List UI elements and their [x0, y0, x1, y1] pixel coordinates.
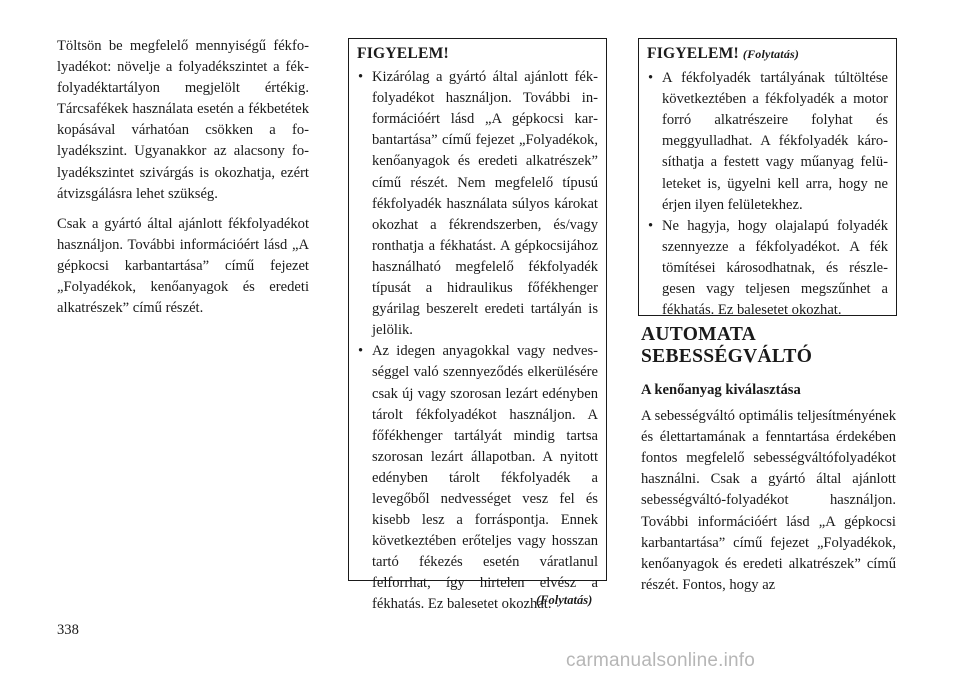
warning-bullet: • Ne hagyja, hogy olajalapú folyadék szennyezze a fékfolyadékot. A fék tömítései károsodhatnak, és részlegesen vagy teljesen megszűnhet a fékhatás. Ez balesetet okozhat. — [647, 216, 888, 321]
warning-bullet: • A fékfolyadék tartályának túltöltése következtében a fékfolyadék a motor forró alkatrészeire folyhat és meggyulladhat. A fékfolyadék károsíthatja a festett vagy műanyag felületeket is, ügyelni kell arra, hogy ne érjen ilyen felületekhez. — [647, 68, 888, 216]
warning-box-2 — [638, 38, 897, 319]
warning-bullet-list — [647, 68, 888, 321]
warning-bullet: • Az idegen anyagokkal vagy nedvességgel való szennyeződés elkerülésére csak új vagy szorosan lezárt edényben tárolt fékfolyadékot használjon. A főfékhenger tartályát mindig tartsa szorosan lezárt állapotban. A nyitott edényben tárolt fékfolyadék a levegőből nedvességet vesz fel és kisebb lesz a forráspontja. Ennek következtében erőteljes vagy hosszan tartó fékezés esetén váratlanul felforrhat, így hirtelen elvész a fékhatás. Ez balesetet okozhat. — [357, 341, 598, 615]
watermark: carmanualsonline.info — [566, 650, 756, 671]
warning-title: FIGYELEM! (Folytatás) — [647, 45, 800, 62]
section-body: A sebességváltó optimális teljesítményének és élettartamának a fenntartása érdekében fontos megfelelő sebességváltófolyadékot használni. Csak a gyártó által ajánlott sebességváltó-folyadékot használjon. További információért lásd „A gépkocsi karbantartása” című fejezet „Folyadékok, kenőanyagok és eredeti alkatrészek” című részét. Fontos, hogy az — [641, 408, 896, 593]
section-title: AUTOMATA SEBESSÉGVÁLTÓ — [641, 324, 813, 367]
page-number: 338 — [57, 622, 79, 638]
left-text-column — [57, 36, 309, 328]
warning-bullet-list — [357, 67, 598, 615]
right-text-column — [641, 324, 896, 596]
warning-bullet: • Kizárólag a gyártó által ajánlott fékfolyadékot használjon. További információért lásd „A gépkocsi karbantartása” című fejezet „Folyadékok, kenőanyagok és eredeti alkatrészek” című részét. Nem megfelelő típusú fékfolyadék használata súlyos károkat okozhat a fékrendszerben, és/vagy ronthatja a fékhatást. A gépkocsijához használható megfelelő fékfolyadék típusát a hidraulikus főfékhenger gyárilag beszerelt eredeti tartályán is jelölik. — [357, 67, 598, 341]
paragraph-brake-fluid-level: Töltsön be megfelelő mennyiségű fékfolyadékot: növelje a folyadékszintet a fékfolyadéktartályon megjelölt értékig. Tárcsafékek használata esetén a fékbetétek kopásával várhatóan csökken a folyadékszint. Ugyanakkor az alacsony folyadékszintet szivárgás is okozhatja, ezért átvizsgálásra lehet szükség. — [57, 38, 309, 202]
continued-note: (Folytatás) — [536, 593, 593, 607]
warning-title: FIGYELEM! — [357, 45, 449, 62]
section-subtitle: A kenőanyag kiválasztása — [641, 382, 801, 398]
paragraph-brake-fluid-type: Csak a gyártó által ajánlott fékfolyadékot használjon. További információért lásd „A gépkocsi karbantartása” című fejezet „Folyadékok, kenőanyagok és eredeti alkatrészek” című részét. — [57, 215, 309, 317]
warning-title-suffix: (Folytatás) — [742, 47, 800, 61]
